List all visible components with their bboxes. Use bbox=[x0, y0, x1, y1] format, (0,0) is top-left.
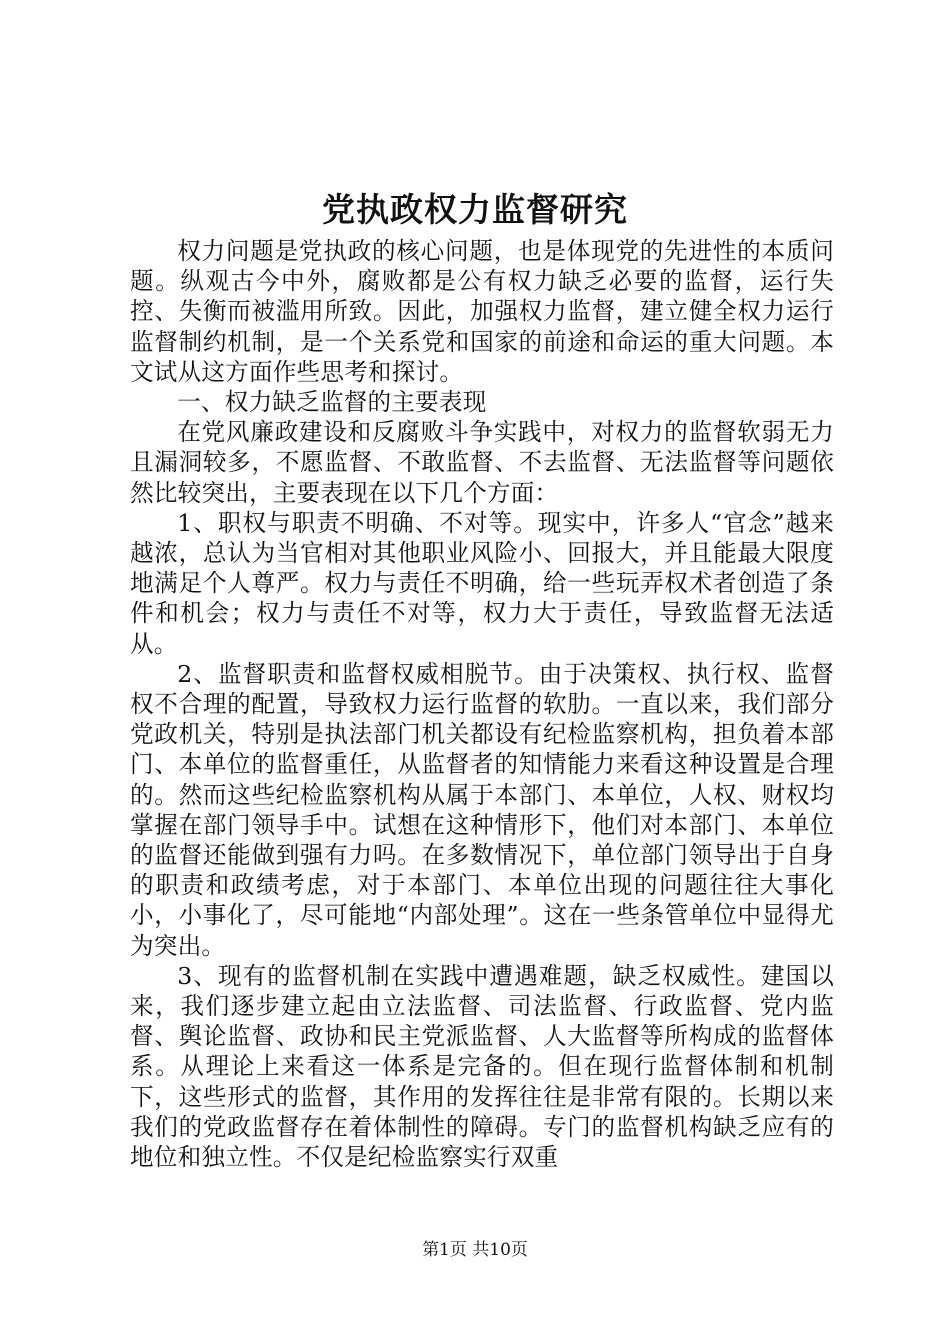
paragraph-point-3: 3、现有的监督机制在实践中遭遇难题，缺乏权威性。建国以来，我们逐步建立起由立法监督、司法监督、行政监督、党内监督、舆论监督、政协和民主党派监督、人大监督等所构成的监督体系。从理论上来看这一体系是完备的。但在现行监督体制和机制下，这些形式的监督，其作用的发挥往往是非常有限的。长期以来我们的党政监督存在着体制性的障碍。专门的监督机构缺乏应有的地位和独立性。不仅是纪检监察实行双重 bbox=[130, 961, 834, 1172]
page-footer: 第1页 共10页 bbox=[422, 1240, 528, 1260]
paragraph-section-intro: 在党风廉政建设和反腐败斗争实践中，对权力的监督软弱无力且漏洞较多，不愿监督、不敢监督、不去监督、无法监督等问题依然比较突出，主要表现在以下几个方面： bbox=[130, 418, 834, 507]
document-body bbox=[130, 236, 834, 1172]
paragraph-point-2: 2、监督职责和监督权威相脱节。由于决策权、执行权、监督权不合理的配置，导致权力运行监督的软肋。一直以来，我们部分党政机关，特别是执法部门机关都设有纪检监察机构，担负着本部门、本单位的监督重任，从监督者的知情能力来看这种设置是合理的。然而这些纪检监察机构从属于本部门、本单位，人权、财权均掌握在部门领导手中。试想在这种情形下，他们对本部门、本单位的监督还能做到强有力吗。在多数情况下，单位部门领导出于自身的职责和政绩考虑，对于本部门、本单位出现的问题往往大事化小，小事化了，尽可能地“内部处理”。这在一些条管单位中显得尤为突出。 bbox=[130, 659, 834, 960]
paragraph-intro: 权力问题是党执政的核心问题，也是体现党的先进性的本质问题。纵观古今中外，腐败都是公有权力缺乏必要的监督，运行失控、失衡而被滥用所致。因此，加强权力监督，建立健全权力运行监督制约机制，是一个关系党和国家的前途和命运的重大问题。本文试从这方面作些思考和探讨。 bbox=[130, 237, 834, 386]
document-title: 党执政权力监督研究 bbox=[322, 190, 628, 229]
section-heading-1: 一、权力缺乏监督的主要表现 bbox=[177, 388, 487, 417]
paragraph-point-1: 1、职权与职责不明确、不对等。现实中，许多人“官念”越来越浓，总认为当官相对其他职业风险小、回报大，并且能最大限度地满足个人尊严。权力与责任不明确，给一些玩弄权术者创造了条件和机会；权力与责任不对等，权力大于责任，导致监督无法适从。 bbox=[130, 508, 834, 658]
